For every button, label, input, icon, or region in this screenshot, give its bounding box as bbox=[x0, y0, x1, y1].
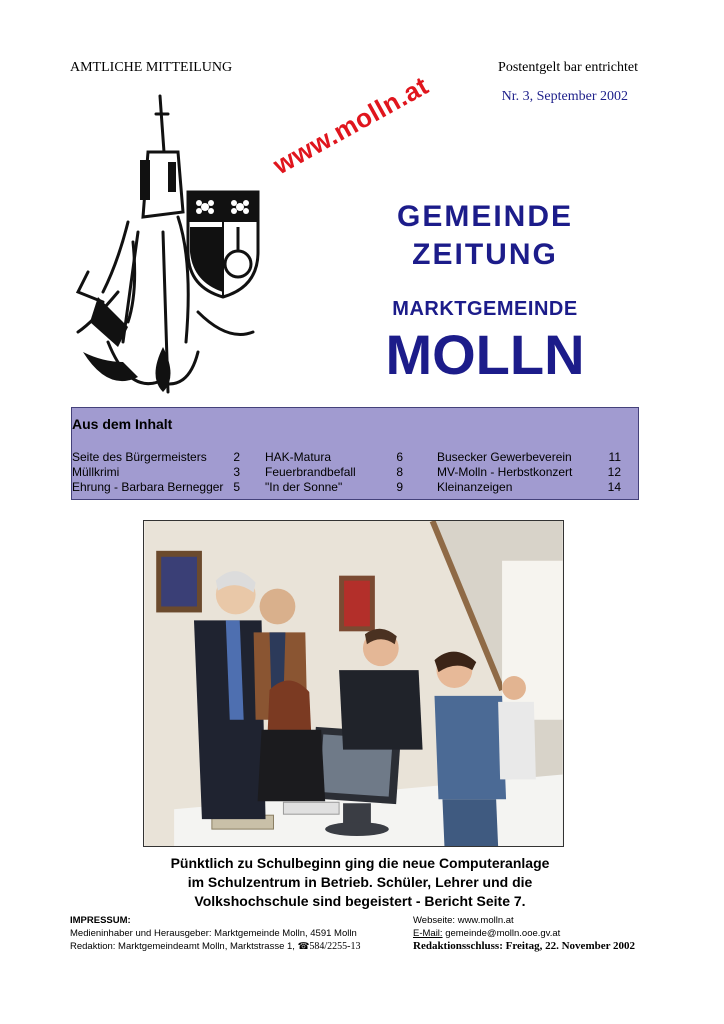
official-notice-label: AMTLICHE MITTEILUNG bbox=[70, 60, 233, 75]
contents-entry-title: Busecker Gewerbeverein bbox=[437, 450, 572, 464]
contents-entry-page: 2 bbox=[233, 450, 240, 464]
contents-heading: Aus dem Inhalt bbox=[72, 416, 173, 432]
website-stamp: www.molln.at bbox=[267, 70, 434, 181]
contents-entry-title: Feuerbrandbefall bbox=[265, 465, 356, 479]
contents-entry bbox=[265, 480, 415, 495]
masthead-line-molln: MOLLN bbox=[385, 323, 585, 386]
masthead-line-zeitung: ZEITUNG bbox=[412, 238, 558, 271]
contents-column-2 bbox=[265, 450, 415, 495]
contents-entry-title: MV-Molln - Herbstkonzert bbox=[437, 465, 573, 479]
municipal-crest-illustration bbox=[68, 92, 268, 402]
photo-caption-line: Volkshochschule sind begeistert - Bericht Seite 7. bbox=[194, 893, 526, 909]
phone-icon: ☎ bbox=[297, 941, 310, 952]
impressum-editorial-text: Redaktion: Marktgemeindeamt Molln, Marktstrasse 1, bbox=[70, 941, 298, 952]
contents-entry-page: 5 bbox=[233, 480, 240, 494]
photo-caption-line: Pünktlich zu Schulbeginn ging die neue Computeranlage bbox=[170, 855, 550, 871]
contents-column-1 bbox=[72, 450, 244, 495]
issue-number: Nr. 3, September 2002 bbox=[501, 89, 628, 104]
contents-entry bbox=[72, 465, 244, 480]
contents-entry-page: 12 bbox=[607, 465, 621, 479]
contents-entry bbox=[437, 480, 632, 495]
contents-entry-title: Seite des Bürgermeisters bbox=[72, 450, 207, 464]
computer-room-photo bbox=[143, 520, 564, 847]
contents-box bbox=[71, 407, 639, 500]
contents-entry bbox=[437, 450, 632, 465]
email-address[interactable]: gemeinde@molln.ooe.gv.at bbox=[442, 928, 561, 939]
impressum-block bbox=[70, 914, 361, 953]
postage-note: Postentgelt bar entrichtet bbox=[498, 60, 638, 75]
email-label: E-Mail: bbox=[413, 928, 443, 939]
impressum-publisher: Medieninhaber und Herausgeber: Marktgemeinde Molln, 4591 Molln bbox=[70, 928, 357, 939]
contents-entry-title: Ehrung - Barbara Bernegger bbox=[72, 480, 224, 494]
contents-entry-page: 6 bbox=[396, 450, 403, 464]
contents-entry bbox=[72, 450, 244, 465]
contents-entry bbox=[265, 450, 415, 465]
photo-caption-line: im Schulzentrum in Betrieb. Schüler, Lehrer und die bbox=[187, 874, 533, 890]
contents-entry-title: "In der Sonne" bbox=[265, 480, 343, 494]
contents-entry-title: Kleinanzeigen bbox=[437, 480, 513, 494]
impressum-phone: 584/2255-13 bbox=[309, 941, 361, 952]
contents-column-3 bbox=[437, 450, 632, 495]
contents-entry-page: 9 bbox=[396, 480, 403, 494]
contents-entry bbox=[72, 480, 244, 495]
website-line[interactable]: Webseite: www.molln.at bbox=[413, 915, 514, 926]
contents-entry-page: 11 bbox=[608, 450, 621, 464]
impressum-heading: IMPRESSUM: bbox=[70, 915, 131, 926]
contents-entry-title: Müllkrimi bbox=[72, 465, 120, 479]
masthead-line-gemeinde: GEMEINDE bbox=[396, 200, 574, 233]
contents-entry bbox=[437, 465, 632, 480]
impressum-editorial bbox=[70, 940, 361, 953]
contents-entry-page: 3 bbox=[233, 465, 240, 479]
contents-entry-page: 8 bbox=[396, 465, 403, 479]
contents-entry bbox=[265, 465, 415, 480]
contents-entry-title: HAK-Matura bbox=[265, 450, 332, 464]
editorial-deadline: Redaktionsschluss: Freitag, 22. November 2002 bbox=[413, 940, 636, 952]
contact-block bbox=[413, 914, 635, 953]
masthead-line-marktgemeinde: MARKTGEMEINDE bbox=[392, 298, 578, 320]
contents-entry-page: 14 bbox=[607, 480, 621, 494]
photo-caption bbox=[120, 854, 600, 911]
email-line[interactable] bbox=[413, 927, 635, 940]
